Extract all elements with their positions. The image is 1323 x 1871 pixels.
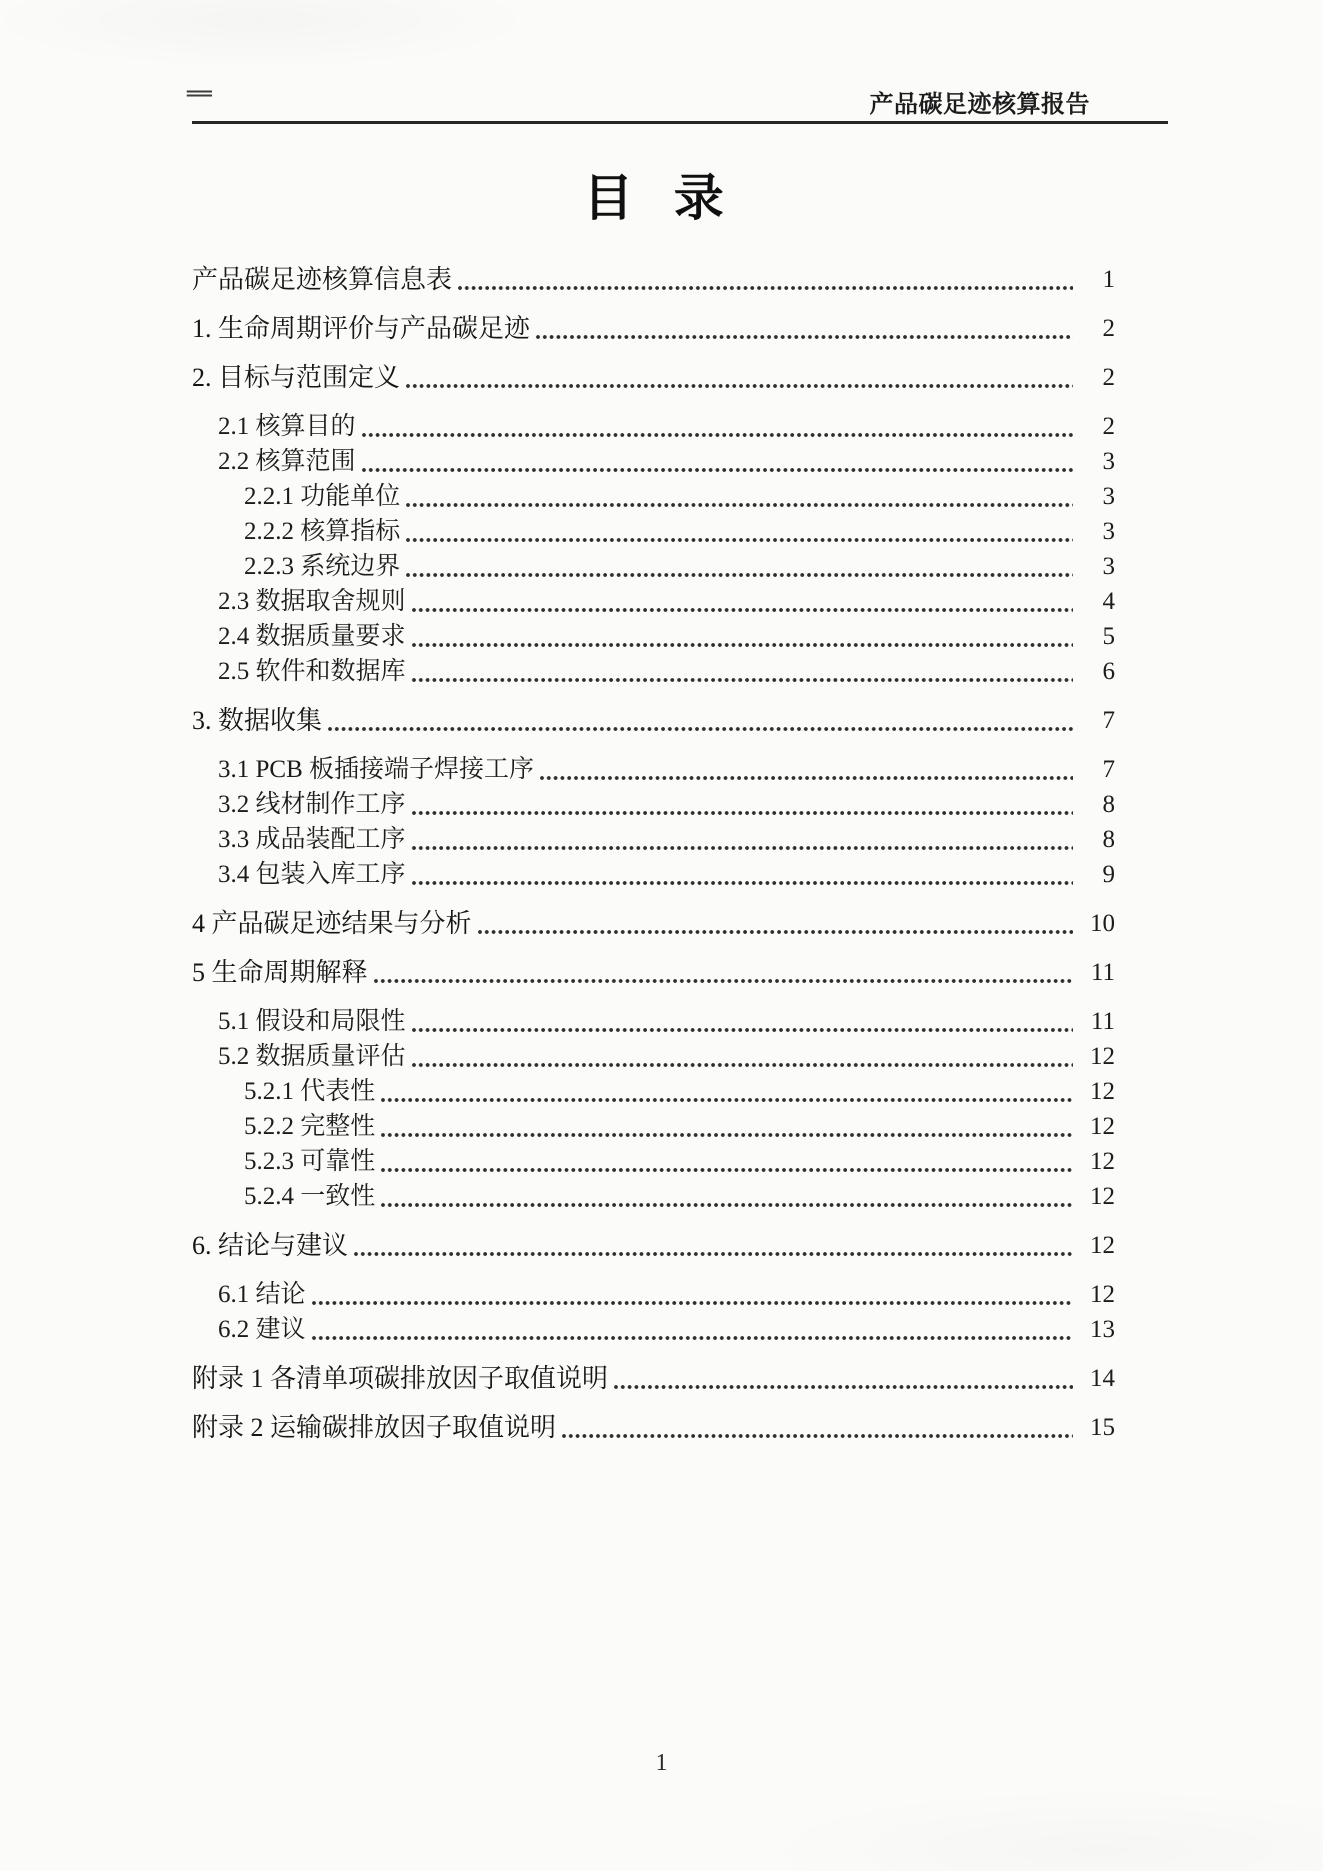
toc-leader-dots: [380, 1179, 1073, 1214]
toc-entry-page: 11: [1090, 959, 1115, 986]
toc-leader-dots: [361, 444, 1073, 479]
toc-entry[interactable]: [192, 1004, 1115, 1039]
toc-entry-page: 3: [1102, 553, 1115, 580]
toc-entry-label: 2.3 数据取舍规则: [218, 588, 406, 615]
toc-leader-dots: [405, 360, 1073, 395]
toc-leader-dots: [561, 1410, 1073, 1445]
footer-page-number: 1: [655, 1750, 668, 1776]
toc-entry-page: 12: [1090, 1281, 1115, 1308]
toc-entry[interactable]: [192, 479, 1115, 514]
toc-entry[interactable]: [192, 1144, 1115, 1179]
toc-leader-dots: [477, 906, 1073, 941]
toc-entry-label: 2.2.1 功能单位: [244, 483, 401, 510]
toc-entry-label: 2.4 数据质量要求: [218, 623, 406, 650]
toc-entry-page: 12: [1090, 1183, 1115, 1210]
toc-entry-page: 3: [1102, 518, 1115, 545]
toc-entry-page: 13: [1090, 1316, 1115, 1343]
toc-entry[interactable]: [192, 514, 1115, 549]
toc-entry-page: 8: [1102, 826, 1115, 853]
toc-entry[interactable]: [192, 822, 1115, 857]
toc-entry[interactable]: [192, 1039, 1115, 1074]
toc-leader-dots: [411, 1004, 1073, 1039]
toc-leader-dots: [405, 479, 1073, 514]
toc-entry[interactable]: [192, 955, 1115, 990]
toc-entry-page: 6: [1102, 658, 1115, 685]
toc-list: [192, 262, 1115, 1445]
toc-entry[interactable]: [192, 1074, 1115, 1109]
toc-entry-page: 12: [1090, 1043, 1115, 1070]
toc-leader-dots: [380, 1074, 1073, 1109]
toc-entry-label: 2.5 软件和数据库: [218, 658, 406, 685]
toc-entry-page: 14: [1090, 1365, 1115, 1392]
toc-entry-page: 7: [1102, 756, 1115, 783]
toc-entry[interactable]: [192, 619, 1115, 654]
toc-entry-label: 3.2 线材制作工序: [218, 791, 406, 818]
toc-leader-dots: [411, 822, 1073, 857]
toc-entry-page: 2: [1102, 364, 1115, 391]
toc-entry-label: 2.2.3 系统边界: [244, 553, 401, 580]
toc-entry-label: 3. 数据收集: [192, 706, 323, 735]
toc-entry-label: 5.2.3 可靠性: [244, 1148, 376, 1175]
toc-leader-dots: [353, 1228, 1073, 1263]
toc-entry[interactable]: [192, 906, 1115, 941]
toc-leader-dots: [361, 409, 1073, 444]
toc-leader-dots: [535, 311, 1073, 346]
toc-entry-label: 5.2.4 一致性: [244, 1183, 376, 1210]
toc-entry[interactable]: [192, 752, 1115, 787]
toc-leader-dots: [311, 1312, 1073, 1347]
toc-entry[interactable]: [192, 409, 1115, 444]
toc-entry-page: 7: [1102, 707, 1115, 734]
toc-entry-label: 6.1 结论: [218, 1281, 306, 1308]
toc-entry-label: 6.2 建议: [218, 1316, 306, 1343]
toc-entry-page: 1: [1102, 266, 1115, 293]
toc-leader-dots: [411, 654, 1073, 689]
toc-leader-dots: [311, 1277, 1073, 1312]
toc-leader-dots: [405, 514, 1073, 549]
header-left-mark: ===: [186, 84, 211, 104]
toc-leader-dots: [380, 1144, 1073, 1179]
toc-entry-label: 3.3 成品装配工序: [218, 826, 406, 853]
toc-entry-label: 5.2.1 代表性: [244, 1078, 376, 1105]
toc-entry[interactable]: [192, 549, 1115, 584]
toc-entry-label: 2.1 核算目的: [218, 413, 356, 440]
toc-entry-page: 8: [1102, 791, 1115, 818]
toc-entry-label: 5.1 假设和局限性: [218, 1008, 406, 1035]
toc-leader-dots: [411, 787, 1073, 822]
toc-entry-label: 5 生命周期解释: [192, 958, 368, 987]
toc-entry-label: 产品碳足迹核算信息表: [192, 265, 453, 294]
toc-entry-page: 3: [1102, 448, 1115, 475]
toc-entry-page: 12: [1090, 1078, 1115, 1105]
toc-title: 目 录: [583, 170, 738, 226]
toc-leader-dots: [411, 1039, 1073, 1074]
toc-entry-page: 5: [1102, 623, 1115, 650]
header-report-title: 产品碳足迹核算报告: [869, 91, 1090, 118]
toc-leader-dots: [405, 549, 1073, 584]
toc-entry[interactable]: [192, 1361, 1115, 1396]
toc-leader-dots: [380, 1109, 1073, 1144]
toc-entry-page: 4: [1102, 588, 1115, 615]
header-divider-rule: [192, 121, 1168, 124]
toc-entry-page: 3: [1102, 483, 1115, 510]
toc-leader-dots: [539, 752, 1073, 787]
toc-leader-dots: [373, 955, 1073, 990]
toc-entry[interactable]: [192, 787, 1115, 822]
toc-entry[interactable]: [192, 262, 1115, 297]
toc-entry[interactable]: [192, 444, 1115, 479]
toc-leader-dots: [411, 619, 1073, 654]
toc-leader-dots: [327, 703, 1073, 738]
toc-entry-page: 11: [1090, 1008, 1115, 1035]
toc-entry[interactable]: [192, 703, 1115, 738]
toc-entry-label: 6. 结论与建议: [192, 1231, 349, 1260]
toc-entry[interactable]: [192, 654, 1115, 689]
toc-entry-label: 3.1 PCB 板插接端子焊接工序: [218, 756, 535, 783]
toc-entry[interactable]: [192, 311, 1115, 346]
toc-entry-page: 9: [1102, 861, 1115, 888]
toc-entry-page: 2: [1102, 315, 1115, 342]
toc-entry-label: 2. 目标与范围定义: [192, 363, 401, 392]
toc-leader-dots: [613, 1361, 1073, 1396]
toc-entry-page: 12: [1090, 1113, 1115, 1140]
toc-entry[interactable]: [192, 857, 1115, 892]
toc-entry-label: 5.2 数据质量评估: [218, 1043, 406, 1070]
toc-entry[interactable]: [192, 1228, 1115, 1263]
toc-entry-page: 15: [1090, 1414, 1115, 1441]
toc-entry-page: 12: [1090, 1232, 1115, 1259]
page-content: [192, 158, 1115, 1459]
toc-entry-label: 1. 生命周期评价与产品碳足迹: [192, 314, 531, 343]
toc-entry-page: 10: [1090, 910, 1115, 937]
toc-entry[interactable]: [192, 1312, 1115, 1347]
toc-entry-page: 12: [1090, 1148, 1115, 1175]
toc-entry-label: 5.2.2 完整性: [244, 1113, 376, 1140]
toc-leader-dots: [457, 262, 1073, 297]
toc-entry-label: 附录 1 各清单项碳排放因子取值说明: [192, 1364, 609, 1393]
toc-entry[interactable]: [192, 1179, 1115, 1214]
toc-entry[interactable]: [192, 1410, 1115, 1445]
toc-entry-label: 2.2 核算范围: [218, 448, 356, 475]
toc-leader-dots: [411, 857, 1073, 892]
toc-entry-label: 2.2.2 核算指标: [244, 518, 401, 545]
toc-leader-dots: [411, 584, 1073, 619]
toc-entry-page: 2: [1102, 413, 1115, 440]
toc-entry-label: 3.4 包装入库工序: [218, 861, 406, 888]
toc-entry[interactable]: [192, 1277, 1115, 1312]
toc-entry[interactable]: [192, 584, 1115, 619]
toc-entry-label: 4 产品碳足迹结果与分析: [192, 909, 472, 938]
toc-entry-label: 附录 2 运输碳排放因子取值说明: [192, 1413, 557, 1442]
toc-entry[interactable]: [192, 360, 1115, 395]
toc-entry[interactable]: [192, 1109, 1115, 1144]
